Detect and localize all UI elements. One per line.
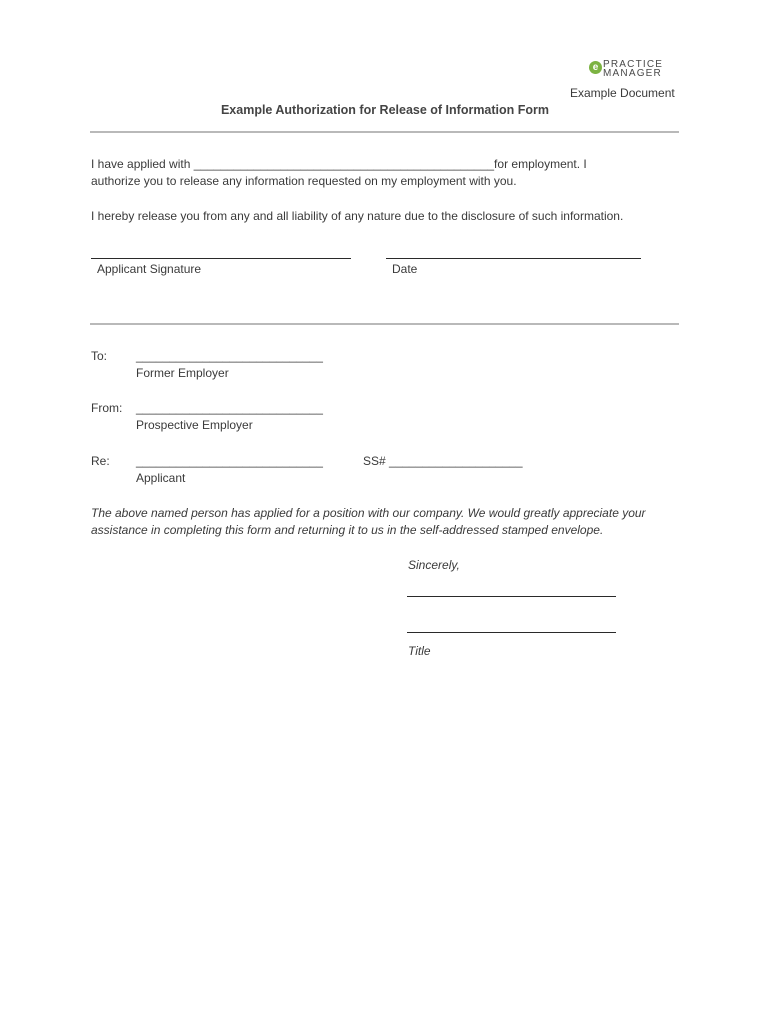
- paragraph-release: I hereby release you from any and all liability of any nature due to the disclosure of such information.: [91, 209, 624, 223]
- logo-e-icon: e: [589, 61, 602, 74]
- middle-divider: [90, 323, 679, 325]
- applicant-signature-line[interactable]: [91, 258, 351, 259]
- former-employer-caption: Former Employer: [136, 366, 229, 380]
- applicant-caption: Applicant: [136, 471, 186, 485]
- paragraph-applied-line1: I have applied with _____________________________________________for employment. I: [91, 157, 587, 171]
- re-label: Re:: [91, 454, 110, 468]
- prospective-employer-caption: Prospective Employer: [136, 418, 253, 432]
- top-divider: [90, 131, 679, 133]
- title-label: Title: [408, 644, 431, 658]
- date-line[interactable]: [386, 258, 641, 259]
- paragraph-applied-line2: authorize you to release any information requested on my employment with you.: [91, 174, 517, 188]
- document-label: Example Document: [570, 86, 675, 100]
- logo-text-practice: PRACTICE: [603, 59, 664, 70]
- from-field[interactable]: ____________________________: [136, 401, 323, 415]
- applicant-signature-label: Applicant Signature: [97, 262, 202, 276]
- from-label: From:: [91, 401, 123, 415]
- to-field[interactable]: ____________________________: [136, 349, 323, 363]
- sincerely-label: Sincerely,: [408, 558, 460, 572]
- closing-note-line2: assistance in completing this form and returning it to us in the self-addressed stamped envelope.: [91, 523, 604, 537]
- closing-note-line1: The above named person has applied for a position with our company. We would greatly appreciate your: [91, 506, 646, 520]
- logo-text-manager: MANAGER: [603, 68, 662, 79]
- re-field[interactable]: ____________________________: [136, 454, 323, 468]
- practice-manager-logo: [589, 60, 671, 80]
- date-label: Date: [392, 262, 418, 276]
- form-title: Example Authorization for Release of Information Form: [220, 103, 550, 117]
- signature-line[interactable]: [407, 596, 616, 597]
- to-label: To:: [91, 349, 108, 363]
- name-line[interactable]: [407, 632, 616, 633]
- ss-number-field[interactable]: SS# ____________________: [363, 454, 523, 468]
